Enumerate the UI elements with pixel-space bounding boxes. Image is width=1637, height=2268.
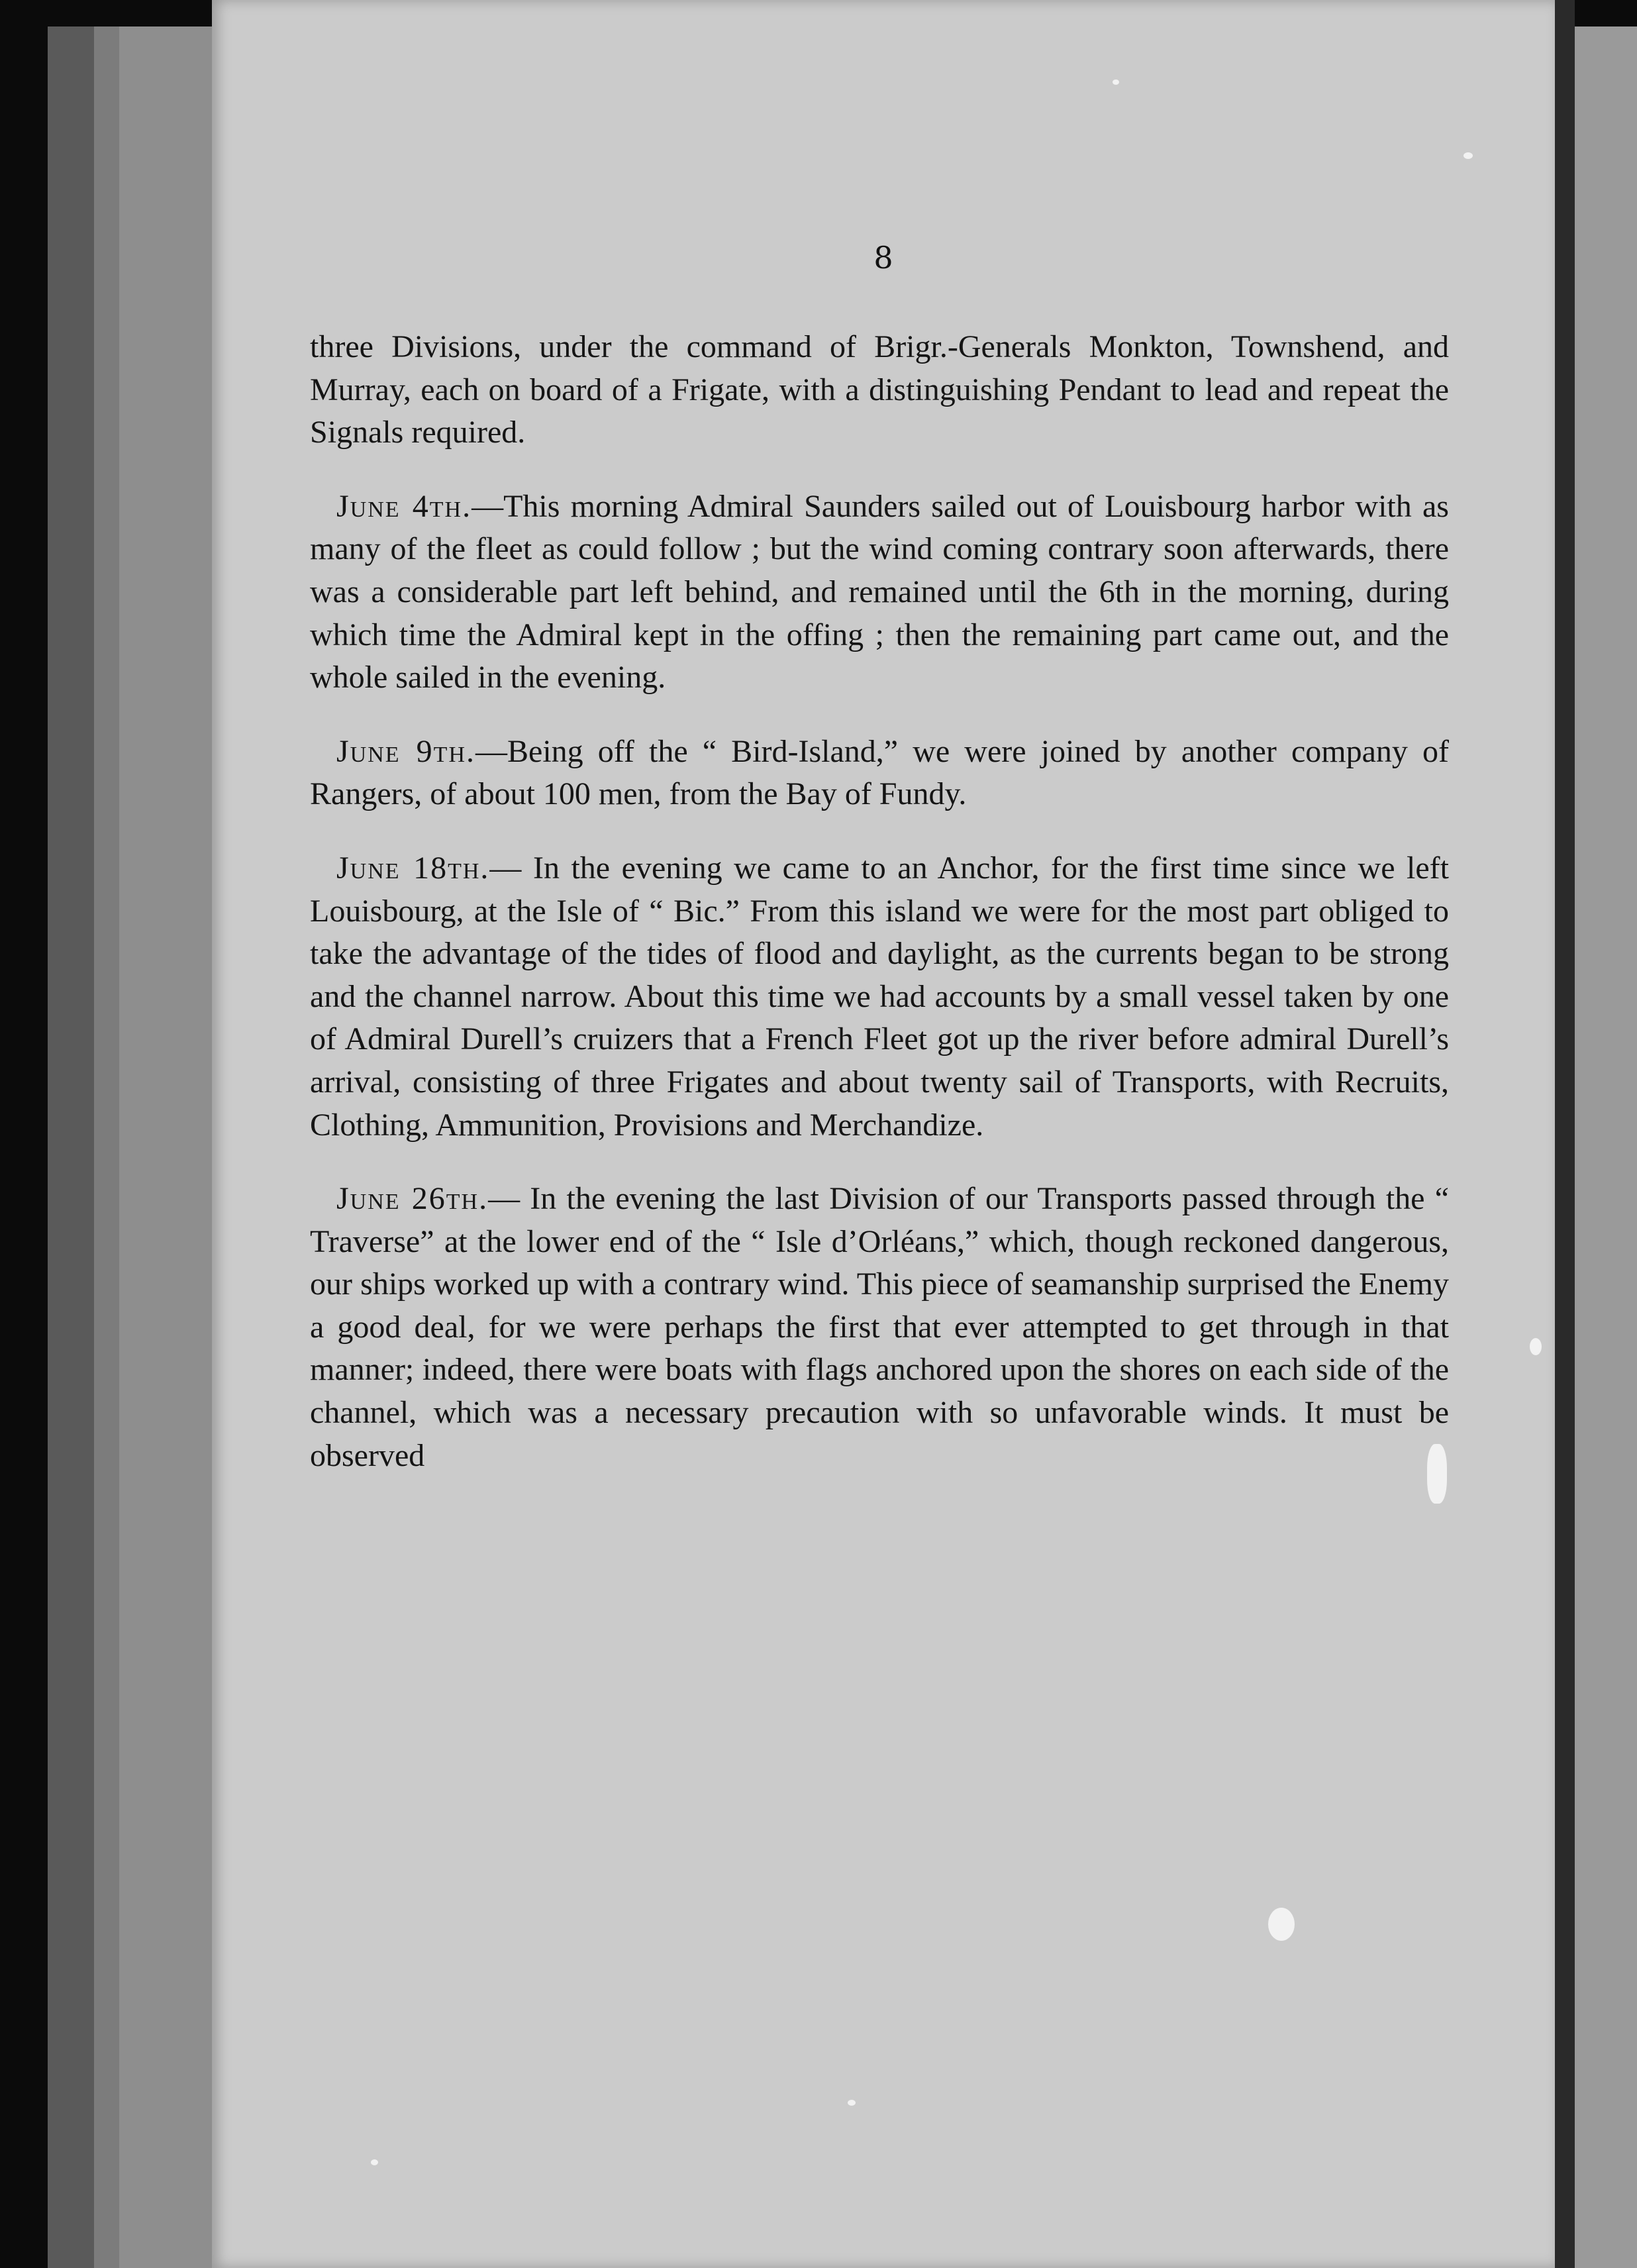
paragraph-date: June 26th. xyxy=(336,1181,489,1217)
paragraph-text: —Being off the “ Bird-Island,” we were joined by another company of Rangers, of about 100 men, from the Bay of Fundy. xyxy=(310,733,1449,812)
paragraph-date: June 18th. xyxy=(336,850,490,886)
paragraph-text: — In the evening the last Division of our Transports passed through the “ Traverse” at the lower end of the “ Isle d’Orléans,” which, though reckoned dangerous, our ships worked up with a contrary wind. This piece of seamanship surprised the Enemy a good deal, for we were perhaps the first that ever attempted to get through in that manner; indeed, there were boats with flags anchored upon the shores on each side of the channel, which was a necessary precaution with so unfavorable winds. It must be observed xyxy=(310,1181,1449,1473)
paragraph xyxy=(310,847,1449,1147)
paragraph xyxy=(310,731,1449,816)
adjacent-page-edge xyxy=(1575,26,1637,2268)
body-text xyxy=(310,326,1449,1508)
paragraph-text: —This morning Admiral Saunders sailed out of Louisbourg harbor with as many of the fleet as could follow ; but the wind coming contrary soon afterwards, there was a considerable part left behind, and remained until the 6th in the morning, during which time the Admiral kept in the offing ; then the remaining part came out, and the whole sailed in the evening. xyxy=(310,488,1449,696)
paragraph-date: June 9th. xyxy=(336,733,475,769)
paragraph xyxy=(310,1178,1449,1477)
scan-speck xyxy=(1113,79,1119,85)
page-number: 8 xyxy=(873,240,893,276)
paragraph-text: — In the evening we came to an Anchor, for the first time since we left Louisbourg, at the Isle of “ Bic.” From this island we were for the most part obliged to take the advantage of the tides of flood and daylight, as the currents began to be strong and the channel narrow. About this time we had accounts by a small vessel taken by one of Admiral Durell’s cruizers that a French Fleet got up the river before admiral Durell’s arrival, consisting of three Frigates and about twenty sail of Transports, with Recruits, Clothing, Ammunition, Provisions and Merchandize. xyxy=(310,850,1449,1143)
scan-speck xyxy=(1427,1444,1447,1504)
paragraph-date: June 4th. xyxy=(336,488,472,524)
paragraph xyxy=(310,326,1449,454)
scan-speck xyxy=(371,2159,378,2165)
book-edge xyxy=(119,26,212,2268)
book-edge xyxy=(94,26,119,2268)
scan-speck xyxy=(1268,1908,1295,1941)
page-gutter-shadow xyxy=(1555,0,1575,2268)
scan-speck xyxy=(848,2100,856,2106)
scan-speck xyxy=(1463,152,1473,159)
scan-speck xyxy=(1530,1338,1542,1355)
paragraph xyxy=(310,486,1449,699)
book-edge xyxy=(48,26,94,2268)
paragraph-text: three Divisions, under the command of Brigr.-Generals Monkton, Townshend, and Murray, each on board of a Frigate, with a distinguishing Pendant to lead and repeat the Signals required. xyxy=(310,329,1449,450)
